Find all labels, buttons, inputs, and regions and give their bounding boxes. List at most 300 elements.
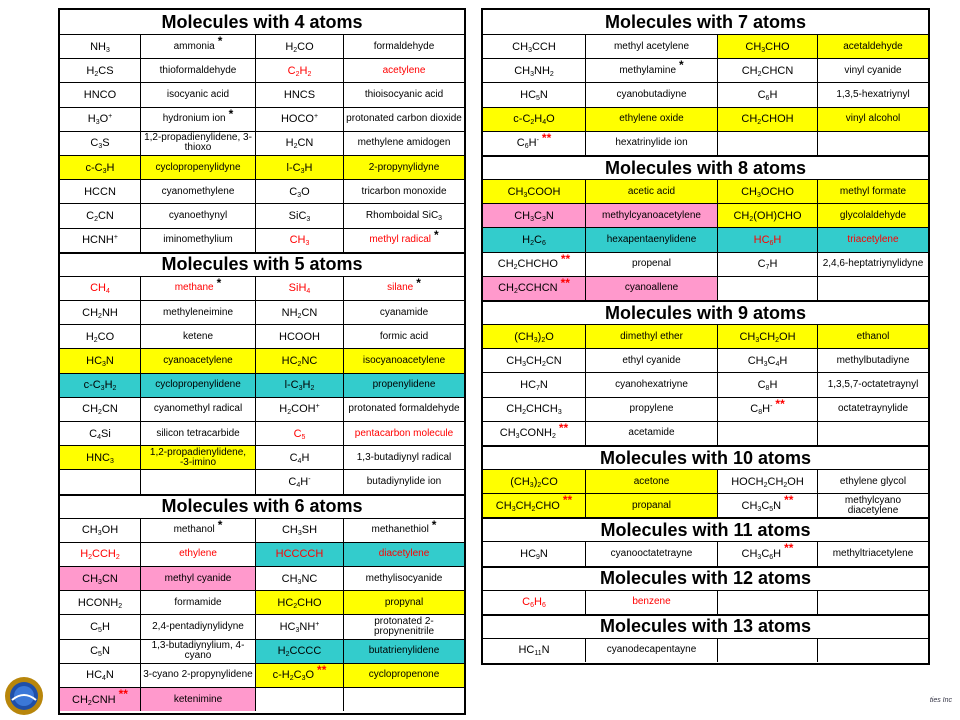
formula-text: HCNH+ bbox=[82, 234, 118, 247]
marker-new-detection: ** bbox=[541, 131, 552, 145]
molecule-name-text: methyl radical bbox=[369, 234, 432, 246]
molecule-row bbox=[60, 82, 464, 106]
molecule-name-cell bbox=[817, 422, 928, 445]
molecule-name-cell bbox=[343, 108, 464, 131]
molecule-name-text: propanal bbox=[632, 499, 671, 511]
nsf-logo-icon bbox=[4, 676, 44, 716]
molecule-name-text: 3-cyano 2-propynylidene bbox=[143, 669, 253, 681]
formula-text: $HC_3NH^+$ bbox=[279, 620, 320, 634]
molecule-name-cell bbox=[817, 204, 928, 227]
molecule-name-cell bbox=[585, 639, 717, 662]
formula-text: $CH_2CHCN$ bbox=[741, 64, 794, 78]
marker-new-detection: ** bbox=[784, 542, 794, 556]
molecule-name-cell bbox=[817, 349, 928, 372]
molecule-name-cell bbox=[343, 519, 464, 542]
formula-cell bbox=[60, 301, 140, 324]
formula-text: $C_8H$ bbox=[757, 378, 778, 392]
formula-cell bbox=[255, 567, 343, 590]
formula-cell bbox=[483, 253, 585, 276]
molecule-name-cell bbox=[585, 59, 717, 82]
molecule-name-text: hexapentaenylidene bbox=[606, 233, 697, 245]
molecule-name-text: methylene amidogen bbox=[357, 137, 451, 149]
formula-text: $H_2CCH_2$ bbox=[80, 548, 120, 562]
formula-text: $H_2CO$ bbox=[85, 330, 115, 344]
molecule-name-cell bbox=[585, 373, 717, 396]
formula-text: $HC_3N$ bbox=[86, 354, 114, 368]
marker-asterisk: * bbox=[217, 35, 223, 48]
molecule-name-cell bbox=[817, 325, 928, 348]
formula-text: HOCO+ bbox=[280, 113, 319, 126]
formula-text: $C_7H$ bbox=[757, 258, 778, 272]
molecule-row bbox=[483, 421, 928, 445]
molecule-row bbox=[60, 421, 464, 445]
formula-cell bbox=[255, 229, 343, 252]
molecule-name-cell bbox=[343, 229, 464, 252]
molecule-name-text: silane bbox=[387, 282, 414, 294]
formula-cell bbox=[255, 277, 343, 300]
molecule-name-text: thioformaldehyde bbox=[159, 64, 237, 76]
marker-asterisk: * bbox=[434, 228, 439, 242]
molecule-row bbox=[60, 566, 464, 590]
molecule-name-text: cyanoallene bbox=[624, 282, 679, 294]
molecule-name-cell bbox=[585, 349, 717, 372]
marker-new-detection: ** bbox=[560, 276, 570, 290]
molecule-name-cell bbox=[343, 543, 464, 566]
formula-text: $H_3O^+$ bbox=[87, 113, 113, 127]
formula-text: $C_5$ bbox=[293, 427, 306, 441]
formula-text: $HNC_3$ bbox=[86, 451, 114, 465]
marker-asterisk: * bbox=[228, 107, 234, 121]
formula-text: $HC_9N$ bbox=[520, 547, 548, 561]
section-heading: Molecules with 10 atoms bbox=[483, 445, 928, 469]
molecule-name-text: formic acid bbox=[379, 330, 429, 342]
molecule-name-text: diacetylene bbox=[378, 548, 430, 560]
molecule-name-cell bbox=[817, 494, 928, 517]
molecule-name-text: ethyl cyanide bbox=[622, 354, 681, 366]
molecule-row bbox=[483, 638, 928, 662]
formula-cell bbox=[255, 374, 343, 397]
formula-text: $HC_5N$ bbox=[520, 88, 548, 102]
formula-cell bbox=[60, 108, 140, 131]
formula-text: $c-C_3H$ bbox=[85, 161, 115, 175]
formula-text: $CH_2CCHCN$ bbox=[498, 282, 558, 296]
formula-cell bbox=[60, 470, 140, 493]
molecule-name-text: methylamine bbox=[619, 64, 677, 76]
molecule-row bbox=[60, 34, 464, 58]
molecule-name-text: glycolaldehyde bbox=[839, 209, 907, 221]
molecule-name-text: 1,3,5-hexatriynyl bbox=[836, 88, 910, 100]
section-heading: Molecules with 6 atoms bbox=[60, 494, 464, 518]
molecule-row bbox=[60, 518, 464, 542]
formula-cell bbox=[60, 349, 140, 372]
formula-cell bbox=[717, 228, 817, 251]
formula-text: $H_2C_6$ bbox=[522, 233, 546, 247]
molecule-name-cell bbox=[585, 228, 717, 251]
marker-new-detection: ** bbox=[775, 397, 785, 411]
left-table-panel bbox=[58, 8, 466, 715]
molecule-name-cell bbox=[343, 470, 464, 493]
molecule-name-cell bbox=[817, 542, 928, 565]
molecule-row bbox=[483, 179, 928, 203]
formula-cell bbox=[717, 132, 817, 155]
molecule-name-text: acetylene bbox=[382, 64, 426, 76]
formula-text: $CH_4$ bbox=[90, 282, 110, 296]
molecule-name-cell bbox=[343, 325, 464, 348]
molecule-row bbox=[483, 34, 928, 58]
formula-cell bbox=[483, 470, 585, 493]
formula-text: $H_2CCCC$ bbox=[277, 645, 322, 659]
molecule-name-text: methyl acetylene bbox=[613, 40, 690, 52]
right-table-panel bbox=[481, 8, 930, 665]
formula-cell bbox=[255, 640, 343, 663]
formula-cell bbox=[60, 640, 140, 663]
molecule-name-text: cyanomethyl radical bbox=[153, 403, 243, 415]
formula-cell bbox=[483, 180, 585, 203]
molecule-name-cell bbox=[817, 180, 928, 203]
formula-cell bbox=[60, 567, 140, 590]
molecule-name-text: 1,2-propadienylidene, -3-imino bbox=[149, 446, 247, 468]
formula-text: $C_3O$ bbox=[289, 185, 310, 199]
molecule-row bbox=[60, 131, 464, 155]
formula-cell bbox=[717, 398, 817, 421]
molecule-row bbox=[60, 179, 464, 203]
molecule-name-cell bbox=[343, 664, 464, 687]
formula-text: HCCN bbox=[84, 185, 116, 198]
molecule-name-text: pentacarbon molecule bbox=[354, 427, 454, 439]
formula-text: $C_2H_2$ bbox=[287, 64, 312, 78]
formula-text: $C_5N$ bbox=[90, 645, 110, 659]
molecule-name-cell bbox=[585, 398, 717, 421]
formula-cell bbox=[483, 132, 585, 155]
formula-text: $CH_3CH_2CN$ bbox=[506, 354, 562, 368]
molecule-name-text: butadiynylide ion bbox=[366, 475, 442, 487]
formula-cell bbox=[717, 59, 817, 82]
formula-cell bbox=[255, 35, 343, 58]
molecule-name-cell bbox=[140, 640, 255, 663]
molecule-name-cell bbox=[817, 591, 928, 614]
formula-cell bbox=[60, 59, 140, 82]
formula-text: $HOCH_2CH_2OH$ bbox=[731, 475, 804, 489]
molecule-name-cell bbox=[140, 446, 255, 469]
molecule-row bbox=[60, 324, 464, 348]
molecule-name-cell bbox=[343, 615, 464, 638]
formula-cell bbox=[717, 422, 817, 445]
section-heading: Molecules with 9 atoms bbox=[483, 300, 928, 324]
formula-text: $C_6H$ bbox=[757, 88, 778, 102]
molecule-name-text: methyleneimine bbox=[162, 306, 234, 318]
molecule-name-text: cyanodecapentayne bbox=[606, 644, 697, 656]
molecule-name-cell bbox=[817, 132, 928, 155]
formula-cell bbox=[483, 398, 585, 421]
molecule-name-cell bbox=[817, 253, 928, 276]
molecule-name-text: cyclopropenone bbox=[368, 669, 440, 681]
formula-cell bbox=[717, 494, 817, 517]
molecule-name-text: thioisocyanic acid bbox=[364, 88, 444, 100]
formula-cell bbox=[255, 59, 343, 82]
molecule-name-text: iminomethylium bbox=[163, 234, 233, 246]
formula-text: $CH_3NH_2$ bbox=[514, 64, 554, 78]
molecule-row bbox=[60, 300, 464, 324]
formula-text: $C_6H_6$ bbox=[522, 596, 546, 610]
molecule-name-text: cyclopropenylidene bbox=[155, 379, 241, 391]
formula-text: $HC_7N$ bbox=[520, 378, 548, 392]
formula-text: $CH_3CN$ bbox=[82, 572, 118, 586]
molecule-name-text: formaldehyde bbox=[373, 40, 435, 52]
molecule-name-cell bbox=[140, 132, 255, 155]
formula-text: $H_2CN$ bbox=[285, 137, 314, 151]
formula-text: $C_5H$ bbox=[90, 620, 110, 634]
molecule-name-cell bbox=[817, 59, 928, 82]
molecule-name-text: acetamide bbox=[628, 427, 675, 439]
formula-text: HNCS bbox=[283, 88, 316, 101]
molecule-name-text: vinyl cyanide bbox=[844, 64, 902, 76]
molecule-name-text: cyanooctatetrayne bbox=[610, 547, 693, 559]
molecule-name-cell bbox=[817, 35, 928, 58]
formula-text: $CH_3C_6H$ bbox=[741, 547, 782, 561]
formula-cell bbox=[255, 519, 343, 542]
formula-text: $H_2COH^+$ bbox=[279, 403, 320, 417]
molecule-name-text: ethylene oxide bbox=[619, 113, 684, 125]
molecule-name-cell bbox=[585, 277, 717, 300]
formula-cell bbox=[60, 83, 140, 106]
formula-text: $CH_3C_5N$ bbox=[741, 499, 782, 513]
molecule-name-cell bbox=[140, 615, 255, 638]
molecule-name-cell bbox=[140, 688, 255, 711]
formula-cell bbox=[255, 543, 343, 566]
molecule-name-text: octatetraynylide bbox=[837, 403, 909, 415]
section-heading: Molecules with 7 atoms bbox=[604, 11, 807, 32]
marker-asterisk: * bbox=[679, 59, 684, 73]
molecule-name-cell bbox=[817, 83, 928, 106]
formula-cell bbox=[60, 374, 140, 397]
molecule-name-cell bbox=[343, 640, 464, 663]
molecule-name-cell bbox=[343, 156, 464, 179]
formula-cell bbox=[60, 398, 140, 421]
molecule-row bbox=[60, 203, 464, 227]
marker-asterisk: * bbox=[416, 276, 421, 290]
molecule-name-cell bbox=[585, 83, 717, 106]
formula-text: $C_4H^-$ bbox=[288, 475, 311, 489]
formula-cell bbox=[60, 591, 140, 614]
molecule-name-cell bbox=[140, 543, 255, 566]
molecule-name-cell bbox=[140, 470, 255, 493]
molecule-name-text: methanol bbox=[173, 524, 215, 536]
molecule-row bbox=[483, 590, 928, 614]
molecule-row bbox=[483, 469, 928, 493]
marker-asterisk: * bbox=[216, 276, 222, 290]
molecule-name-cell bbox=[585, 325, 717, 348]
formula-cell bbox=[60, 615, 140, 638]
molecule-name-text: methanethiol bbox=[371, 524, 429, 536]
molecule-name-text: tricarbon monoxide bbox=[361, 185, 447, 197]
molecule-name-cell bbox=[140, 180, 255, 203]
molecule-row bbox=[483, 252, 928, 276]
formula-cell bbox=[255, 108, 343, 131]
molecule-row bbox=[483, 372, 928, 396]
formula-cell bbox=[483, 494, 585, 517]
molecule-name-text: methylcyanoacetylene bbox=[602, 209, 701, 221]
molecule-name-cell bbox=[585, 180, 717, 203]
molecule-name-cell bbox=[343, 180, 464, 203]
formula-cell bbox=[717, 253, 817, 276]
molecule-name-cell bbox=[140, 301, 255, 324]
formula-text: $CH_2CHCHO$ bbox=[497, 258, 558, 272]
molecule-name-cell bbox=[140, 519, 255, 542]
molecule-name-text: benzene bbox=[632, 596, 671, 608]
molecule-name-text: cyanoethynyl bbox=[168, 209, 228, 221]
molecule-name-cell bbox=[585, 591, 717, 614]
molecule-name-text: triacetylene bbox=[847, 233, 899, 245]
formula-cell bbox=[255, 446, 343, 469]
molecule-name-cell bbox=[343, 374, 464, 397]
formula-cell bbox=[717, 542, 817, 565]
formula-cell bbox=[483, 325, 585, 348]
molecule-row bbox=[60, 397, 464, 421]
formula-text: $c-C_3H_2$ bbox=[83, 379, 117, 393]
molecule-name-cell bbox=[817, 373, 928, 396]
molecule-name-text: protonated carbon dioxide bbox=[346, 113, 462, 125]
formula-cell bbox=[717, 470, 817, 493]
molecule-name-cell bbox=[140, 664, 255, 687]
molecule-name-cell bbox=[343, 567, 464, 590]
formula-cell bbox=[60, 325, 140, 348]
molecule-name-text: hexatrinylide ion bbox=[615, 137, 688, 149]
formula-text: $NH_2CN$ bbox=[281, 306, 318, 320]
formula-cell bbox=[717, 591, 817, 614]
formula-cell bbox=[60, 204, 140, 227]
formula-cell bbox=[717, 204, 817, 227]
molecule-name-text: 1,3-butadiynyl radical bbox=[356, 451, 452, 463]
molecule-name-text: isocyanoacetylene bbox=[362, 354, 446, 366]
formula-cell bbox=[255, 301, 343, 324]
formula-text: $CH_3CCH$ bbox=[512, 40, 556, 54]
molecule-name-text: propenal bbox=[632, 258, 671, 270]
molecule-name-cell bbox=[140, 59, 255, 82]
molecule-name-cell bbox=[343, 349, 464, 372]
molecule-name-text: cyanamide bbox=[379, 306, 429, 318]
molecule-row bbox=[483, 348, 928, 372]
formula-text: $CH_3CH_2CHO$ bbox=[495, 499, 560, 513]
molecule-row bbox=[60, 228, 464, 252]
molecule-name-cell bbox=[817, 639, 928, 662]
formula-cell bbox=[483, 542, 585, 565]
formula-text: $l-C_3H$ bbox=[286, 161, 313, 175]
molecule-name-cell bbox=[343, 83, 464, 106]
formula-cell bbox=[483, 35, 585, 58]
molecule-row bbox=[483, 203, 928, 227]
molecule-name-text: protonated formaldehyde bbox=[348, 403, 460, 415]
molecule-name-text: vinyl alcohol bbox=[845, 113, 901, 125]
molecule-name-text: propylene bbox=[629, 403, 674, 415]
molecule-name-text: Rhomboidal SiC$_3$ bbox=[365, 209, 443, 222]
formula-cell bbox=[60, 132, 140, 155]
formula-cell bbox=[717, 325, 817, 348]
formula-text: $CH_2(OH)CHO$ bbox=[733, 209, 802, 223]
marker-new-detection: ** bbox=[558, 421, 569, 435]
molecule-name-text: ethanol bbox=[856, 330, 890, 342]
molecule-name-cell bbox=[585, 204, 717, 227]
formula-text: $CH_2NH$ bbox=[82, 306, 118, 320]
molecule-row bbox=[60, 542, 464, 566]
molecule-name-cell bbox=[140, 567, 255, 590]
formula-text: $C_6H^-$ bbox=[516, 137, 539, 151]
formula-cell bbox=[483, 639, 585, 662]
formula-text: HNCO bbox=[83, 88, 117, 101]
molecule-name-cell bbox=[585, 470, 717, 493]
formula-text: $CH_3OCHO$ bbox=[741, 185, 794, 199]
formula-cell bbox=[483, 83, 585, 106]
formula-text: $HC_2NC$ bbox=[281, 354, 318, 368]
formula-text: $C_2CN$ bbox=[86, 209, 114, 223]
formula-text: SiC$_3$ bbox=[288, 209, 311, 223]
molecule-name-cell bbox=[343, 446, 464, 469]
marker-new-detection: ** bbox=[562, 494, 573, 508]
marker-new-detection: ** bbox=[118, 688, 128, 701]
formula-cell bbox=[60, 156, 140, 179]
molecule-name-text: 1,3,5,7-octatetraynyl bbox=[827, 378, 919, 390]
molecule-name-cell bbox=[343, 422, 464, 445]
molecule-name-text: 2-propynylidyne bbox=[368, 161, 440, 173]
molecule-name-text: cyanohexatriyne bbox=[615, 378, 688, 390]
molecule-name-text: methylcyano diacetylene bbox=[844, 494, 902, 516]
molecule-name-cell bbox=[585, 35, 717, 58]
molecule-name-text: propynal bbox=[384, 596, 424, 608]
molecule-name-text: hydronium ion bbox=[162, 113, 226, 125]
section-heading: Molecules with 4 atoms bbox=[161, 11, 363, 32]
molecule-name-text: acetaldehyde bbox=[843, 40, 903, 52]
formula-cell bbox=[483, 59, 585, 82]
formula-cell bbox=[255, 398, 343, 421]
marker-new-detection: ** bbox=[784, 494, 794, 508]
credit-text: ties Inc bbox=[929, 697, 952, 704]
formula-cell bbox=[255, 664, 343, 687]
molecule-name-cell bbox=[140, 35, 255, 58]
molecule-name-cell bbox=[343, 398, 464, 421]
formula-text: $c-H_2C_3O$ bbox=[272, 669, 315, 683]
molecule-name-cell bbox=[585, 422, 717, 445]
formula-text: $(CH_3)_2CO$ bbox=[510, 475, 558, 489]
molecule-name-cell bbox=[343, 59, 464, 82]
formula-text: $(CH_3)_2O$ bbox=[514, 330, 554, 344]
formula-text: $HC_2CHO$ bbox=[277, 596, 322, 610]
formula-cell bbox=[255, 204, 343, 227]
molecule-name-text: 2,4,6-heptatriynylidyne bbox=[822, 258, 924, 270]
formula-text: $H_2CO$ bbox=[285, 40, 314, 54]
molecule-name-text: propenylidene bbox=[372, 379, 436, 391]
formula-cell bbox=[717, 349, 817, 372]
molecule-name-text: ethylene glycol bbox=[839, 475, 907, 487]
formula-text: $CH_2CHCH_3$ bbox=[506, 403, 562, 417]
molecule-name-text: ammonia bbox=[173, 40, 215, 52]
molecule-name-text: methyl formate bbox=[839, 185, 907, 197]
formula-cell bbox=[255, 349, 343, 372]
formula-cell bbox=[60, 664, 140, 687]
molecule-row bbox=[60, 276, 464, 300]
section-heading: Molecules with 11 atoms bbox=[483, 517, 928, 541]
formula-cell bbox=[255, 591, 343, 614]
formula-cell bbox=[255, 615, 343, 638]
molecule-name-cell bbox=[140, 83, 255, 106]
molecule-name-cell bbox=[343, 277, 464, 300]
formula-cell bbox=[60, 519, 140, 542]
molecule-row bbox=[60, 348, 464, 372]
molecule-name-cell bbox=[343, 204, 464, 227]
formula-text: SiH$_4$ bbox=[288, 282, 311, 296]
molecule-name-cell bbox=[585, 542, 717, 565]
molecule-row bbox=[483, 276, 928, 300]
formula-text: HCOOH bbox=[279, 330, 320, 343]
formula-text: $C_8H^-$ bbox=[750, 403, 773, 417]
